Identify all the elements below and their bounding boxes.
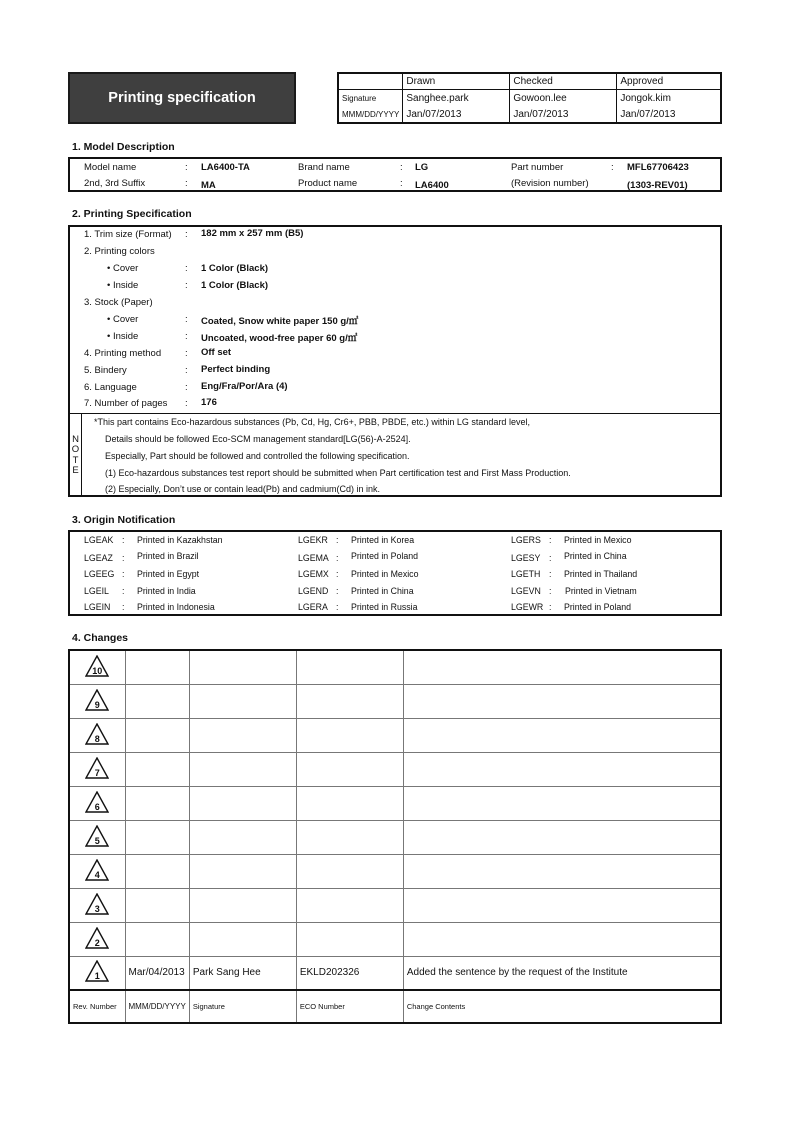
colon: : [185,178,188,189]
drawn-signature: Sanghee.park [403,90,510,107]
approved-signature: Jongok.kim [617,90,721,107]
cover-color-label: • Cover [107,263,139,274]
origin-text: Printed in Egypt [137,569,200,579]
trim-size-label: 1. Trim size (Format) [84,229,172,240]
rev-number: 2 [94,937,100,948]
eco-cell [296,786,403,820]
origin-code: LGEIL [84,586,109,596]
origin-text: Printed in Kazakhstan [137,535,223,545]
colon: : [549,586,552,596]
colon: : [185,162,188,173]
model-description-box [68,157,722,192]
product-name-value: LA6400 [415,180,449,191]
section-title-changes: 4. Changes [72,632,129,644]
rev-number: 6 [94,801,100,812]
rev-number: 3 [94,903,100,914]
document-title: Printing specification [68,72,296,124]
origin-code: LGEWR [511,602,544,612]
revision-triangle-icon [85,859,109,881]
rev-cell [69,854,125,888]
origin-code: LGERA [298,602,328,612]
revision-triangle-icon [85,791,109,813]
colon: : [122,535,125,545]
colon: : [400,178,403,189]
eco-cell [296,854,403,888]
rev-cell [69,718,125,752]
change-row [69,888,721,922]
date-cell [125,888,189,922]
colon: : [122,602,125,612]
signature-cell [189,888,296,922]
approval-col-approved: Approved [617,73,721,90]
rev-number: 8 [94,733,100,744]
eco-cell [296,888,403,922]
signature-cell [189,922,296,956]
origin-code: LGEMA [298,553,329,563]
revision-number-label: (Revision number) [511,178,589,189]
colon: : [336,535,339,545]
checked-date: Jan/07/2013 [510,106,617,123]
colon: : [122,569,125,579]
date-cell [125,650,189,684]
origin-code: LGEEG [84,569,115,579]
change-row [69,854,721,888]
part-number-value: MFL67706423 [627,162,689,173]
cover-color-value: 1 Color (Black) [201,263,269,274]
eco-cell [296,820,403,854]
colon: : [336,553,339,563]
change-row [69,684,721,718]
section-title-model: 1. Model Description [72,141,175,153]
date-cell [125,718,189,752]
origin-code: LGEMX [298,569,329,579]
pages-value: 176 [201,397,217,408]
content-cell [403,684,721,718]
bindery-value: Perfect binding [201,364,271,375]
content-cell [403,820,721,854]
content-cell [403,922,721,956]
date-cell [125,752,189,786]
eco-cell [296,650,403,684]
content-cell: Added the sentence by the request of the Institute [403,956,721,990]
stock-label: 3. Stock (Paper) [84,297,153,308]
revision-number-value: (1303-REV01) [627,180,688,191]
rev-cell [69,786,125,820]
colon: : [122,586,125,596]
origin-code: LGEAZ [84,553,113,563]
colon: : [185,331,188,342]
date-cell [125,820,189,854]
pages-label: 7. Number of pages [84,398,168,409]
date-cell [125,922,189,956]
change-row [69,650,721,684]
drawn-date: Jan/07/2013 [403,106,510,123]
note-area [70,413,720,497]
rev-number: 1 [94,971,100,982]
revision-triangle-icon [85,757,109,779]
colon: : [336,569,339,579]
origin-text: Printed in India [137,586,196,596]
colon: : [549,553,552,563]
colon: : [185,263,188,274]
inside-color-value: 1 Color (Black) [201,280,269,291]
origin-text: Printed in Brazil [137,551,199,561]
note-letter: E [72,465,79,476]
inside-color-label: • Inside [107,280,139,291]
content-cell [403,888,721,922]
colon: : [185,314,188,325]
rev-cell [69,922,125,956]
origin-code: LGETH [511,569,541,579]
origin-text: Printed in Mexico [564,535,632,545]
colon: : [185,348,188,359]
eco-cell [296,922,403,956]
origin-text: Printed in Indonesia [137,602,215,612]
eco-cell [296,752,403,786]
language-label: 6. Language [84,382,137,393]
eco-cell [296,684,403,718]
signature-cell: Park Sang Hee [189,956,296,990]
colon: : [185,365,188,376]
revision-triangle-icon [85,655,109,677]
rev-number: 4 [94,869,100,880]
rev-number: 5 [94,835,100,846]
approval-col-drawn: Drawn [403,73,510,90]
origin-code: LGEAK [84,535,114,545]
origin-box [68,530,722,616]
content-cell [403,854,721,888]
change-row [69,956,721,990]
language-value: Eng/Fra/Por/Ara (4) [201,381,288,392]
signature-cell [189,718,296,752]
signature-cell [189,786,296,820]
date-cell [125,684,189,718]
change-row [69,922,721,956]
content-cell [403,718,721,752]
change-row [69,752,721,786]
note-line: (2) Especially, Don’t use or contain lead(Pb) and cadmium(Cd) in ink. [105,484,380,494]
origin-code: LGEND [298,586,329,596]
model-name-value: LA6400-TA [201,162,250,173]
printing-method-value: Off set [201,347,232,358]
origin-code: LGESY [511,553,541,563]
change-row [69,718,721,752]
colon: : [400,162,403,173]
colon: : [336,602,339,612]
signature-label: Signature [342,93,377,103]
trim-size-value: 182 mm x 257 mm (B5) [201,228,304,239]
colon: : [549,602,552,612]
approval-corner [338,73,403,90]
content-cell [403,786,721,820]
rev-cell [69,956,125,990]
colon: : [336,586,339,596]
footer-rev-label: Rev. Number [69,990,125,1023]
revision-triangle-icon [85,689,109,711]
rev-number: 10 [92,665,103,676]
colon: : [122,553,125,563]
checked-signature: Gowoon.lee [510,90,617,107]
cover-stock-value: Coated, Snow white paper 150 g/㎡ [201,316,359,327]
origin-code: LGERS [511,535,541,545]
change-row [69,786,721,820]
revision-triangle-icon [85,960,109,982]
origin-code: LGEKR [298,535,328,545]
colon: : [185,280,188,291]
note-letter: O [71,444,80,455]
printing-colors-label: 2. Printing colors [84,246,155,257]
brand-name-label: Brand name [298,162,350,173]
origin-text: Printed in Korea [351,535,415,545]
signature-cell [189,650,296,684]
product-name-label: Product name [298,178,358,189]
rev-cell [69,820,125,854]
revision-triangle-icon [85,927,109,949]
date-cell [125,854,189,888]
footer-signature-label: Signature [189,990,296,1023]
rev-cell [69,650,125,684]
changes-footer-row [69,990,721,1023]
signature-cell [189,684,296,718]
revision-triangle-icon [85,893,109,915]
brand-name-value: LG [415,162,429,173]
approval-table [337,72,722,124]
printing-method-label: 4. Printing method [84,348,162,359]
date-cell [125,786,189,820]
change-row [69,820,721,854]
content-cell [403,650,721,684]
suffix-value: MA [201,180,216,191]
origin-code: LGEVN [511,586,541,596]
colon: : [549,535,552,545]
cover-stock-label: • Cover [107,314,139,325]
origin-text: Printed in Russia [351,602,418,612]
rev-cell [69,888,125,922]
origin-text: Printed in Vietnam [565,586,637,596]
approval-col-checked: Checked [510,73,617,90]
model-name-label: Model name [84,162,137,173]
note-line: *This part contains Eco-hazardous substances (Pb, Cd, Hg, Cr6+, PBB, PBDE, etc.) within LG standard level, [94,417,530,427]
rev-number: 7 [94,767,100,778]
footer-date-label: MMM/DD/YYYY [125,990,189,1023]
rev-number: 9 [94,699,100,710]
revision-triangle-icon [85,723,109,745]
printing-spec-box [68,225,722,497]
origin-text: Printed in Thailand [564,569,638,579]
colon: : [611,162,614,173]
note-letter: T [72,454,79,466]
signature-cell [189,752,296,786]
note-letter: N [72,433,79,445]
bindery-label: 5. Bindery [84,365,127,376]
suffix-label: 2nd, 3rd Suffix [84,178,146,189]
colon: : [185,382,188,393]
rev-cell [69,752,125,786]
section-title-spec: 2. Printing Specification [72,208,192,220]
origin-text: Printed in Poland [351,551,418,561]
changes-table [68,649,722,1024]
origin-text: Printed in China [564,551,627,561]
date-cell: Mar/04/2013 [125,956,189,990]
section-title-origin: 3. Origin Notification [72,514,176,526]
colon: : [185,229,188,240]
signature-cell [189,820,296,854]
content-cell [403,752,721,786]
origin-text: Printed in China [351,586,414,596]
signature-cell [189,854,296,888]
colon: : [185,398,188,409]
approved-date: Jan/07/2013 [617,106,721,123]
footer-eco-label: ECO Number [296,990,403,1023]
date-label: MMM/DD/YYYY [342,109,400,119]
eco-cell: EKLD202326 [296,956,403,990]
revision-triangle-icon [85,825,109,847]
origin-text: Printed in Mexico [351,569,419,579]
part-number-label: Part number [511,162,564,173]
inside-stock-label: • Inside [107,331,139,342]
origin-text: Printed in Poland [564,602,631,612]
eco-cell [296,718,403,752]
origin-code: LGEIN [84,602,111,612]
footer-content-label: Change Contents [403,990,721,1023]
note-line: Details should be followed Eco-SCM management standard[LG(56)-A-2524]. [105,434,411,444]
note-line: (1) Eco-hazardous substances test report should be submitted when Part certification test and First Mass Production. [105,468,571,478]
note-line: Especially, Part should be followed and controlled the following specification. [105,451,410,461]
rev-cell [69,684,125,718]
note-label [70,414,82,497]
inside-stock-value: Uncoated, wood-free paper 60 g/㎡ [201,333,358,344]
colon: : [549,569,552,579]
